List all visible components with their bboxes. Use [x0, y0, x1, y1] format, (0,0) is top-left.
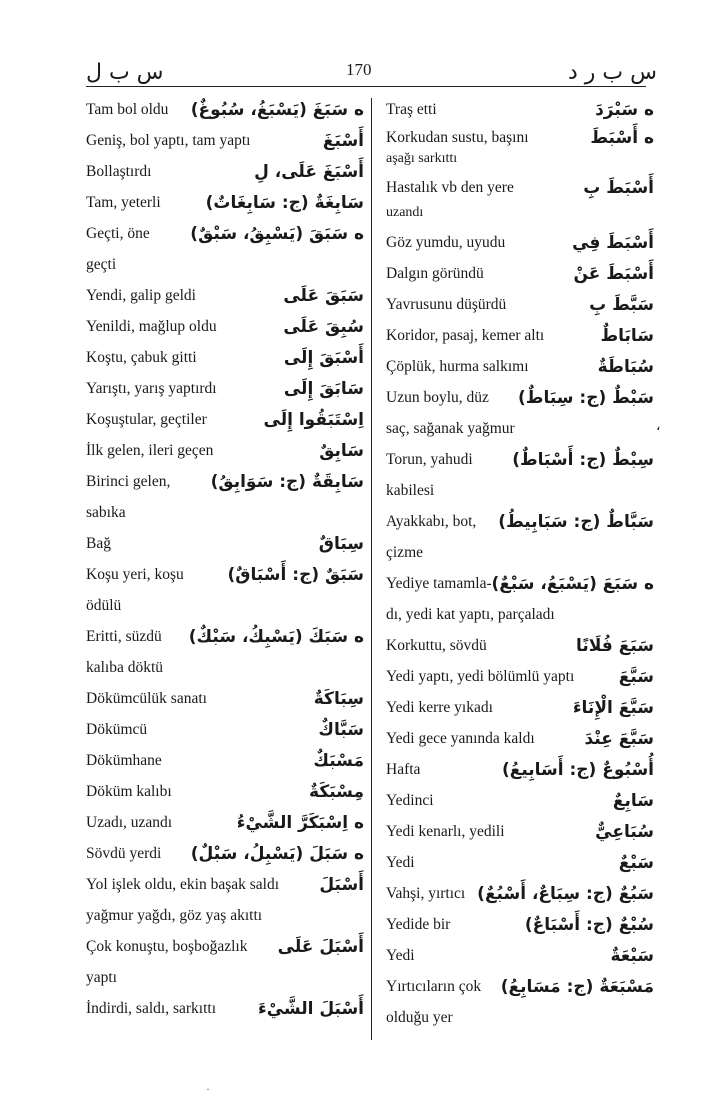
turkish-meaning: Sövdü yerdi	[86, 845, 162, 862]
arabic-headword: سَبَّعَ	[618, 667, 654, 687]
turkish-meaning: Uzadı, uzandı	[86, 814, 173, 831]
dictionary-entry-line	[386, 173, 654, 203]
arabic-headword: أَسْبَلَ عَلَى	[277, 937, 364, 957]
dictionary-entry-line	[86, 435, 364, 466]
turkish-meaning: Ayakkabı, bot,	[386, 513, 477, 530]
dictionary-entry-line	[86, 187, 364, 218]
header-rule	[86, 86, 646, 87]
dictionary-entry-line	[86, 404, 364, 435]
dictionary-entry-line	[386, 909, 654, 940]
dictionary-entry-line	[86, 218, 364, 249]
turkish-meaning: Yedi	[386, 947, 415, 964]
dictionary-entry-line	[86, 249, 364, 280]
page-number: 170	[346, 60, 372, 79]
arabic-headword: مِسْبَكَةٌ	[309, 782, 364, 802]
dictionary-entry-line	[86, 652, 364, 683]
turkish-meaning: İndirdi, saldı, sarkıttı	[86, 1000, 217, 1017]
arabic-headword: سُبِقَ عَلَى	[283, 317, 364, 337]
turkish-meaning: ödülü	[86, 597, 122, 614]
arabic-headword: ﻩ سَبَقَ (يَسْبِقُ، سَبْقٌ)	[190, 224, 364, 244]
dictionary-entry-line	[386, 723, 654, 754]
dictionary-entry-line	[86, 931, 364, 962]
dictionary-entry-line	[386, 754, 654, 785]
arabic-headword: سَابَاطٌ	[600, 326, 654, 346]
arabic-headword: سَبَقَ عَلَى	[283, 286, 364, 306]
dictionary-entry-line	[386, 153, 654, 173]
dictionary-entry-line	[386, 847, 654, 878]
dictionary-entry-line	[86, 900, 364, 931]
dictionary-entry-line	[386, 203, 654, 227]
turkish-meaning: Yedide bir	[386, 916, 451, 933]
arabic-headword: ﻩ سَبَعَ (يَسْبَعُ، سَبْعٌ)	[491, 574, 654, 594]
turkish-meaning: Bollaştırdı	[86, 163, 152, 180]
arabic-headword: ﻩ سَبْرَدَ	[595, 100, 654, 120]
arabic-headword: سَبْطٌ (ج: سِبَاطٌ)	[518, 388, 654, 408]
turkish-meaning: dı, yedi kat yaptı, parçaladı	[386, 606, 555, 623]
arabic-headword: سَبَّاكٌ	[318, 720, 364, 740]
arabic-headword: أَسْبَقَ إِلَى	[283, 348, 364, 368]
turkish-meaning: Yedi kerre yıkadı	[386, 699, 493, 716]
arabic-headword: سُبْعٌ (ج: أَسْبَاعٌ)	[524, 915, 654, 935]
arabic-headword: مَسْبَكٌ	[313, 751, 364, 771]
turkish-meaning: Yendi, galip geldi	[86, 287, 196, 304]
dictionary-entry-line	[86, 125, 364, 156]
margin-mark: ،	[656, 419, 661, 434]
right-column	[386, 94, 654, 1033]
dictionary-entry-line	[386, 661, 654, 692]
arabic-headword: أَسْبَطَ فِي	[572, 233, 654, 253]
turkish-meaning: geçti	[86, 256, 117, 273]
dictionary-entry-line	[86, 714, 364, 745]
arabic-headword: ﻩ أَسْبَطَ	[590, 128, 654, 148]
turkish-meaning: Hafta	[386, 761, 421, 778]
dictionary-entry-line	[386, 320, 654, 351]
turkish-meaning: Göz yumdu, uyudu	[386, 234, 506, 251]
arabic-headword: سَبُعٌ (ج: سِبَاعٌ، أَسْبُعٌ)	[477, 884, 654, 904]
dictionary-entry-line	[386, 506, 654, 537]
turkish-meaning: aşağı sarkıttı	[386, 151, 458, 166]
dictionary-entry-line	[86, 497, 364, 528]
dictionary-entry-line	[386, 940, 654, 971]
dictionary-entry-line	[86, 94, 364, 125]
turkish-meaning: Korkuttu, sövdü	[386, 637, 487, 654]
dictionary-entry-line	[86, 559, 364, 590]
dictionary-entry-line	[386, 94, 654, 125]
dictionary-entry-line	[386, 289, 654, 320]
turkish-meaning: İlk gelen, ileri geçen	[86, 442, 214, 459]
arabic-headword: سَبْعَةٌ	[610, 946, 654, 966]
arabic-headword: أَسْبَغَ	[322, 131, 364, 151]
arabic-headword: سَابِقٌ	[319, 441, 364, 461]
dictionary-entry-line	[86, 683, 364, 714]
dictionary-entry-line	[86, 280, 364, 311]
dictionary-entry-line	[86, 838, 364, 869]
arabic-headword: سَبَّاطٌ (ج: سَبَابِيطُ)	[498, 512, 654, 532]
turkish-meaning: Çöplük, hurma salkımı	[386, 358, 529, 375]
dictionary-entry-line	[386, 444, 654, 475]
turkish-meaning: yağmur yağdı, göz yaş akıttı	[86, 907, 263, 924]
turkish-meaning: Hastalık vb den yere	[386, 179, 514, 196]
turkish-meaning: kalıba döktü	[86, 659, 164, 676]
arabic-headword: ﻩ اِسْبَكَرَّ الشَّيْءُ	[236, 813, 364, 833]
turkish-meaning: olduğu yer	[386, 1009, 453, 1026]
arabic-headword: أَسْبَلَ الشَّيْءَ	[258, 999, 364, 1019]
dictionary-entry-line	[86, 528, 364, 559]
dictionary-entry-line	[86, 311, 364, 342]
dictionary-entry-line	[86, 745, 364, 776]
dictionary-entry-line	[386, 630, 654, 661]
arabic-headword: أَسْبَطَ بِ	[583, 178, 654, 198]
arabic-headword: سَبَّعَ الْإِنَاءَ	[572, 698, 654, 718]
arabic-headword: ﻩ سَبَلَ (يَسْبِلُ، سَبْلٌ)	[190, 844, 364, 864]
arabic-headword: سَبَّعَ عِنْدَ	[584, 729, 654, 749]
dictionary-entry-line	[86, 373, 364, 404]
arabic-headword: أُسْبُوعٌ (ج: أَسَابِيعُ)	[501, 760, 654, 780]
turkish-meaning: yaptı	[86, 969, 117, 986]
dictionary-entry-line	[386, 351, 654, 382]
turkish-meaning: Birinci gelen,	[86, 473, 171, 490]
dictionary-entry-line	[86, 869, 364, 900]
dictionary-entry-line	[86, 807, 364, 838]
turkish-meaning: Koşu yeri, koşu	[86, 566, 184, 583]
turkish-meaning: Yedi kenarlı, yedili	[386, 823, 505, 840]
header-left-letters: س ب ل	[86, 60, 164, 85]
turkish-meaning: Yedi gece yanında kaldı	[386, 730, 535, 747]
turkish-meaning: sabıka	[86, 504, 126, 521]
turkish-meaning: Dökümcülük sanatı	[86, 690, 207, 707]
turkish-meaning: Geniş, bol yaptı, tam yaptı	[86, 132, 251, 149]
dictionary-entry-line	[86, 621, 364, 652]
turkish-meaning: Geçti, öne	[86, 225, 150, 242]
arabic-headword: سَبَقٌ (ج: أَسْبَاقٌ)	[227, 565, 364, 585]
turkish-meaning: Koşuştular, geçtiler	[86, 411, 207, 428]
dictionary-entry-line	[86, 776, 364, 807]
turkish-meaning: kabilesi	[386, 482, 435, 499]
dictionary-entry-line	[386, 413, 654, 444]
turkish-meaning: Yenildi, mağlup oldu	[86, 318, 217, 335]
arabic-headword: سِبَاقٌ	[318, 534, 364, 554]
dictionary-entry-line	[386, 816, 654, 847]
page-header	[0, 58, 726, 88]
turkish-meaning: Traş etti	[386, 101, 437, 118]
dictionary-entry-line	[86, 962, 364, 993]
turkish-meaning: Tam bol oldu	[86, 101, 169, 118]
arabic-headword: سِبْطٌ (ج: أَسْبَاطٌ)	[512, 450, 654, 470]
turkish-meaning: Dökümcü	[86, 721, 148, 738]
turkish-meaning: Bağ	[86, 535, 111, 552]
dictionary-entry-line	[386, 537, 654, 568]
dictionary-entry-line	[386, 1002, 654, 1033]
arabic-headword: أَسْبَطَ عَنْ	[573, 264, 654, 284]
arabic-headword: سَابِعٌ	[612, 791, 654, 811]
turkish-meaning: Yol işlek oldu, ekin başak saldı	[86, 876, 280, 893]
footer-mark: ·	[206, 1082, 210, 1096]
dictionary-entry-line	[386, 878, 654, 909]
turkish-meaning: Yavrusunu düşürdü	[386, 296, 507, 313]
dictionary-entry-line	[386, 971, 654, 1002]
dictionary-entry-line	[86, 993, 364, 1024]
arabic-headword: سُبَاعِيٌّ	[595, 822, 654, 842]
turkish-meaning: uzandı	[386, 205, 424, 220]
turkish-meaning: Yediye tamamla-	[386, 575, 492, 592]
turkish-meaning: Uzun boylu, düz	[386, 389, 489, 406]
arabic-headword: سَبَّطَ بِ	[589, 295, 654, 315]
arabic-headword: أَسْبَلَ	[319, 875, 364, 895]
dictionary-entry-line	[386, 568, 654, 599]
turkish-meaning: saç, sağanak yağmur	[386, 420, 515, 437]
turkish-meaning: Eritti, süzdü	[86, 628, 162, 645]
dictionary-entry-line	[386, 258, 654, 289]
arabic-headword: اِسْتَبَقُوا إِلَى	[263, 410, 364, 430]
header-right-letters: س ب ر د	[568, 60, 657, 85]
arabic-headword: سَابَقَ إِلَى	[283, 379, 364, 399]
turkish-meaning: Koştu, çabuk gitti	[86, 349, 197, 366]
arabic-headword: سَبْعٌ	[618, 853, 654, 873]
dictionary-entry-line	[86, 156, 364, 187]
turkish-meaning: Dökümhane	[86, 752, 162, 769]
dictionary-entry-line	[386, 785, 654, 816]
dictionary-entry-line	[386, 382, 654, 413]
arabic-headword: ﻩ سَبَكَ (يَسْبِكُ، سَبْكٌ)	[188, 627, 364, 647]
dictionary-entry-line	[386, 125, 654, 153]
turkish-meaning: Yedi	[386, 854, 415, 871]
dictionary-entry-line	[86, 342, 364, 373]
dictionary-entry-line	[386, 692, 654, 723]
arabic-headword: أَسْبَغَ عَلَى، لِ	[254, 162, 364, 182]
turkish-meaning: Tam, yeterli	[86, 194, 161, 211]
turkish-meaning: Yedinci	[386, 792, 434, 809]
arabic-headword: سُبَاطَةٌ	[597, 357, 654, 377]
turkish-meaning: Döküm kalıbı	[86, 783, 172, 800]
turkish-meaning: Torun, yahudi	[386, 451, 473, 468]
arabic-headword: مَسْبَعَةٌ (ج: مَسَابِعُ)	[500, 977, 654, 997]
arabic-headword: سَابِغَةٌ (ج: سَابِغَاتٌ)	[205, 193, 364, 213]
dictionary-entry-line	[386, 475, 654, 506]
column-divider	[371, 98, 372, 1040]
dictionary-entry-line	[86, 590, 364, 621]
turkish-meaning: Koridor, pasaj, kemer altı	[386, 327, 545, 344]
turkish-meaning: Yedi yaptı, yedi bölümlü yaptı	[386, 668, 575, 685]
turkish-meaning: Çok konuştu, boşboğazlık	[86, 938, 248, 955]
left-column	[86, 94, 364, 1024]
arabic-headword: سَبَعَ فُلَانًا	[576, 636, 654, 656]
turkish-meaning: Yırtıcıların çok	[386, 978, 482, 995]
turkish-meaning: Vahşi, yırtıcı	[386, 885, 466, 902]
dictionary-entry-line	[386, 227, 654, 258]
turkish-meaning: Yarıştı, yarış yaptırdı	[86, 380, 217, 397]
arabic-headword: سِبَاكَةٌ	[313, 689, 364, 709]
arabic-headword: سَابِقَةٌ (ج: سَوَابِقُ)	[210, 472, 364, 492]
turkish-meaning: çizme	[386, 544, 424, 561]
dictionary-entry-line	[86, 466, 364, 497]
arabic-headword: ﻩ سَبَغَ (يَسْبَغُ، سُبُوغٌ)	[190, 100, 364, 120]
dictionary-entry-line	[386, 599, 654, 630]
turkish-meaning: Dalgın göründü	[386, 265, 484, 282]
turkish-meaning: Korkudan sustu, başını	[386, 129, 529, 146]
